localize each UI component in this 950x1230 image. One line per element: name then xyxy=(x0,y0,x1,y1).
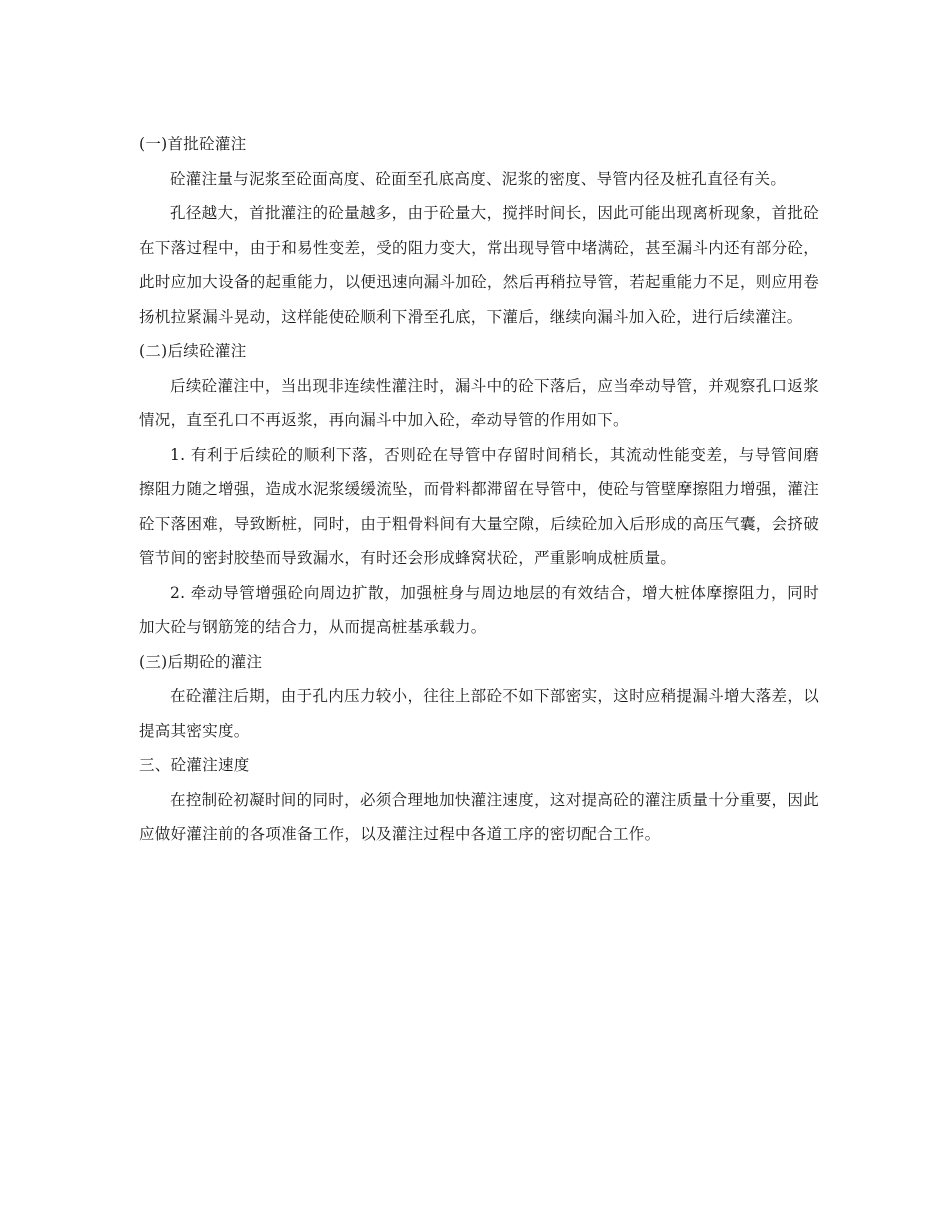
paragraph-item-2: 2. 牵动导管增强砼向周边扩散，加强桩身与周边地层的有效结合，增大桩体摩擦阻力，同时加大砼与钢筋笼的结合力，从而提高桩基承载力。 xyxy=(139,583,819,636)
section-heading-subsequent-pour: (二)后续砼灌注 xyxy=(139,342,247,360)
paragraph-item-1: 1. 有利于后续砼的顺利下落，否则砼在导管中存留时间稍长，其流动性能变差，与导管间磨擦阻力随之增强，造成水泥浆缓缓流坠，而骨料都滞留在导管中，使砼与管壁摩擦阻力增强，灌注砼下落困难，导致断桩，同时，由于粗骨料间有大量空隙，后续砼加入后形成的高压气囊，会挤破管节间的密封胶垫而导致漏水，有时还会形成蜂窝状砼，严重影响成桩质量。 xyxy=(139,445,819,567)
paragraph-hole-diameter: 孔径越大，首批灌注的砼量越多，由于砼量大，搅拌时间长，因此可能出现离析现象，首批砼在下落过程中，由于和易性变差，受的阻力变大，常出现导管中堵满砼，甚至漏斗内还有部分砼，此时应加大设备的起重能力，以便迅速向漏斗加砼，然后再稍拉导管，若起重能力不足，则应用卷扬机拉紧漏斗晃动，这样能使砼顺利下滑至孔底，下灌后，继续向漏斗加入砼，进行后续灌注。 xyxy=(139,204,819,326)
paragraph-pour-volume: 砼灌注量与泥浆至砼面高度、砼面至孔底高度、泥浆的密度、导管内径及桩孔直径有关。 xyxy=(170,169,787,188)
paragraph-pour-speed: 在控制砼初凝时间的同时，必须合理地加快灌注速度，这对提高砼的灌注质量十分重要，因此应做好灌注前的各项准备工作，以及灌注过程中各道工序的密切配合工作。 xyxy=(139,790,819,843)
section-heading-late-pour: (三)后期砼的灌注 xyxy=(139,652,263,671)
section-heading-pour-speed: 三、砼灌注速度 xyxy=(139,756,250,774)
paragraph-subsequent-pour: 后续砼灌注中，当出现非连续性灌注时，漏斗中的砼下落后，应当牵动导管，并观察孔口返浆情况，直至孔口不再返浆，再向漏斗中加入砼，牵动导管的作用如下。 xyxy=(139,376,819,429)
paragraph-late-pour: 在砼灌注后期，由于孔内压力较小，往往上部砼不如下部密实，这时应稍提漏斗增大落差，以提高其密实度。 xyxy=(139,687,819,740)
document-body xyxy=(139,127,819,852)
section-heading-first-pour: (一)首批砼灌注 xyxy=(139,135,247,153)
